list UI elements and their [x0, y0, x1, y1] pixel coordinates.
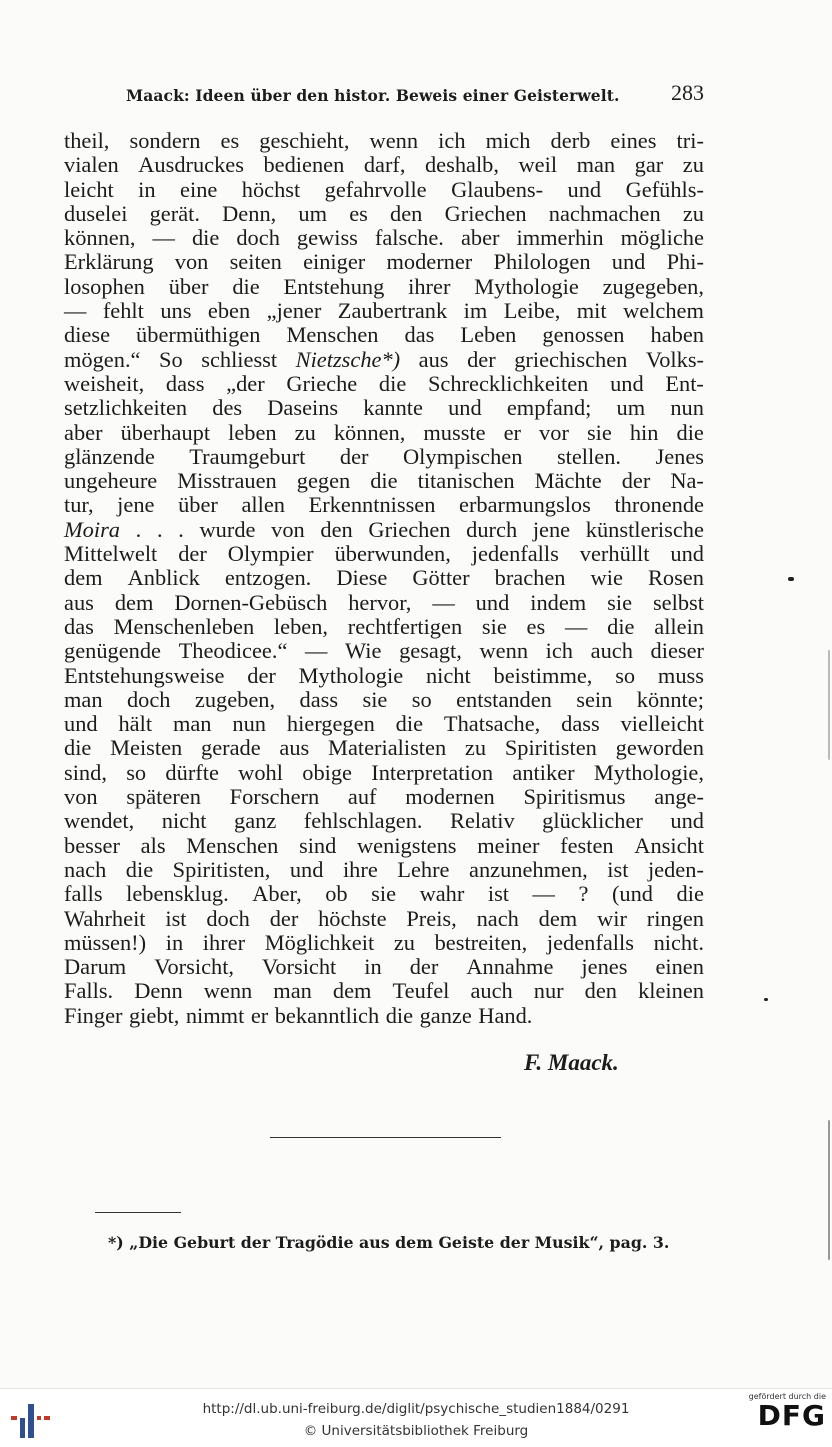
body-text: [64, 129, 704, 1028]
footnote-rule: [95, 1212, 181, 1213]
text-line: leicht in eine höchst gefahrvolle Glaubens- und Gefühls-: [64, 176, 704, 202]
text-line: theil, sondern es geschieht, wenn ich mich derb eines tri-: [64, 128, 704, 153]
dfg-wordmark: DFG: [757, 1399, 826, 1432]
text-line: Mittelwelt der Olympier überwunden, jedenfalls verhüllt und: [64, 541, 704, 567]
text-line: — fehlt uns eben „jener Zaubertrank im Leibe, mit welchem: [64, 298, 704, 324]
running-title: Maack: Ideen über den histor. Beweis einer Geisterwelt.: [126, 86, 620, 105]
text-line: vialen Ausdruckes bedienen darf, deshalb, weil man gar zu: [64, 152, 704, 178]
page-header: [126, 80, 704, 110]
text-line: man doch zugeben, dass sie so entstanden sein könnte;: [64, 686, 704, 712]
text-line: Falls. Denn wenn man dem Teufel auch nur den kleinen: [64, 978, 704, 1004]
text-line: glänzende Traumgeburt der Olympischen stellen. Jenes: [64, 443, 704, 469]
text-line: besser als Menschen sind wenigstens meiner festen Ansicht: [64, 832, 704, 858]
dfg-funded-label: gefördert durch die: [748, 1392, 826, 1401]
text-line: setzlichkeiten des Daseins kannte und empfand; um nun: [64, 395, 704, 421]
text-line: können, — die doch gewiss falsche. aber immerhin mögliche: [64, 225, 704, 251]
text-line: falls lebensklug. Aber, ob sie wahr ist — ? (und die: [64, 881, 704, 907]
author-signature: F. Maack.: [524, 1050, 619, 1075]
text-line: weisheit, dass „der Grieche die Schrecklichkeiten und Ent-: [64, 370, 704, 396]
text-line: Erklärung von seiten einiger moderner Philologen und Phi-: [64, 249, 704, 275]
margin-mark: [764, 998, 768, 1001]
text-line: aber überhaupt leben zu können, musste er vor sie hin die: [64, 419, 704, 445]
text-line: ungeheure Misstrauen gegen die titanischen Mächte der Na-: [64, 468, 704, 494]
text-line: duselei gerät. Denn, um es den Griechen nachmachen zu: [64, 200, 704, 226]
copyright-notice: © Universitätsbibliothek Freiburg: [303, 1423, 529, 1439]
footnote: *) „Die Geburt der Tragödie aus dem Geiste der Musik“, pag. 3.: [108, 1233, 670, 1252]
text-line: aus dem Dornen-Gebüsch hervor, — und indem sie selbst: [64, 589, 704, 615]
edge-mark: [828, 650, 830, 760]
text-line: Finger giebt, nimmt er bekanntlich die ganze Hand.: [64, 1002, 533, 1028]
ub-freiburg-logo-icon: [8, 1396, 52, 1440]
text-line: mögen.“ So schliesst Nietzsche*) aus der griechischen Volks-: [64, 346, 704, 372]
text-line: wendet, nicht ganz fehlschlagen. Relativ glücklicher und: [64, 808, 704, 834]
text-line: von späteren Forschern auf modernen Spiritismus ange-: [64, 784, 704, 810]
text-line: und hält man nun hiergegen die Thatsache, dass vielleicht: [64, 711, 704, 737]
text-line: die Meisten gerade aus Materialisten zu Spiritisten geworden: [64, 735, 704, 761]
text-line: losophen über die Entstehung ihrer Mythologie zugegeben,: [64, 273, 704, 299]
source-url[interactable]: http://dl.ub.uni-freiburg.de/diglit/psychische_studien1884/0291: [202, 1401, 630, 1417]
page-number: 283: [671, 80, 704, 105]
text-line: dem Anblick entzogen. Diese Götter brachen wie Rosen: [64, 565, 704, 591]
text-line: sind, so dürfte wohl obige Interpretation antiker Mythologie,: [64, 759, 704, 785]
text-line: das Menschenleben leben, rechtfertigen sie es — die allein: [64, 613, 704, 639]
edge-mark: [828, 1120, 830, 1260]
margin-mark: [788, 577, 794, 581]
text-line: Wahrheit ist doch der höchste Preis, nach dem wir ringen: [64, 905, 704, 931]
text-line: nach die Spiritisten, und ihre Lehre anzunehmen, ist jeden-: [64, 856, 704, 882]
viewer-footer: [0, 1388, 832, 1447]
text-line: tur, jene über allen Erkenntnissen erbarmungslos thronende: [64, 492, 704, 518]
text-line: müssen!) in ihrer Möglichkeit zu bestreiten, jedenfalls nicht.: [64, 929, 704, 955]
section-rule: [270, 1137, 501, 1138]
text-line: Entstehungsweise der Mythologie nicht beistimme, so muss: [64, 662, 704, 688]
text-line: genügende Theodicee.“ — Wie gesagt, wenn ich auch dieser: [64, 638, 704, 664]
text-line: diese übermüthigen Menschen das Leben genossen haben: [64, 322, 704, 348]
dfg-logo: [734, 1392, 826, 1442]
text-line: Darum Vorsicht, Vorsicht in der Annahme jenes einen: [64, 954, 704, 980]
text-line: Moira . . . wurde von den Griechen durch jene künstlerische: [64, 516, 704, 542]
